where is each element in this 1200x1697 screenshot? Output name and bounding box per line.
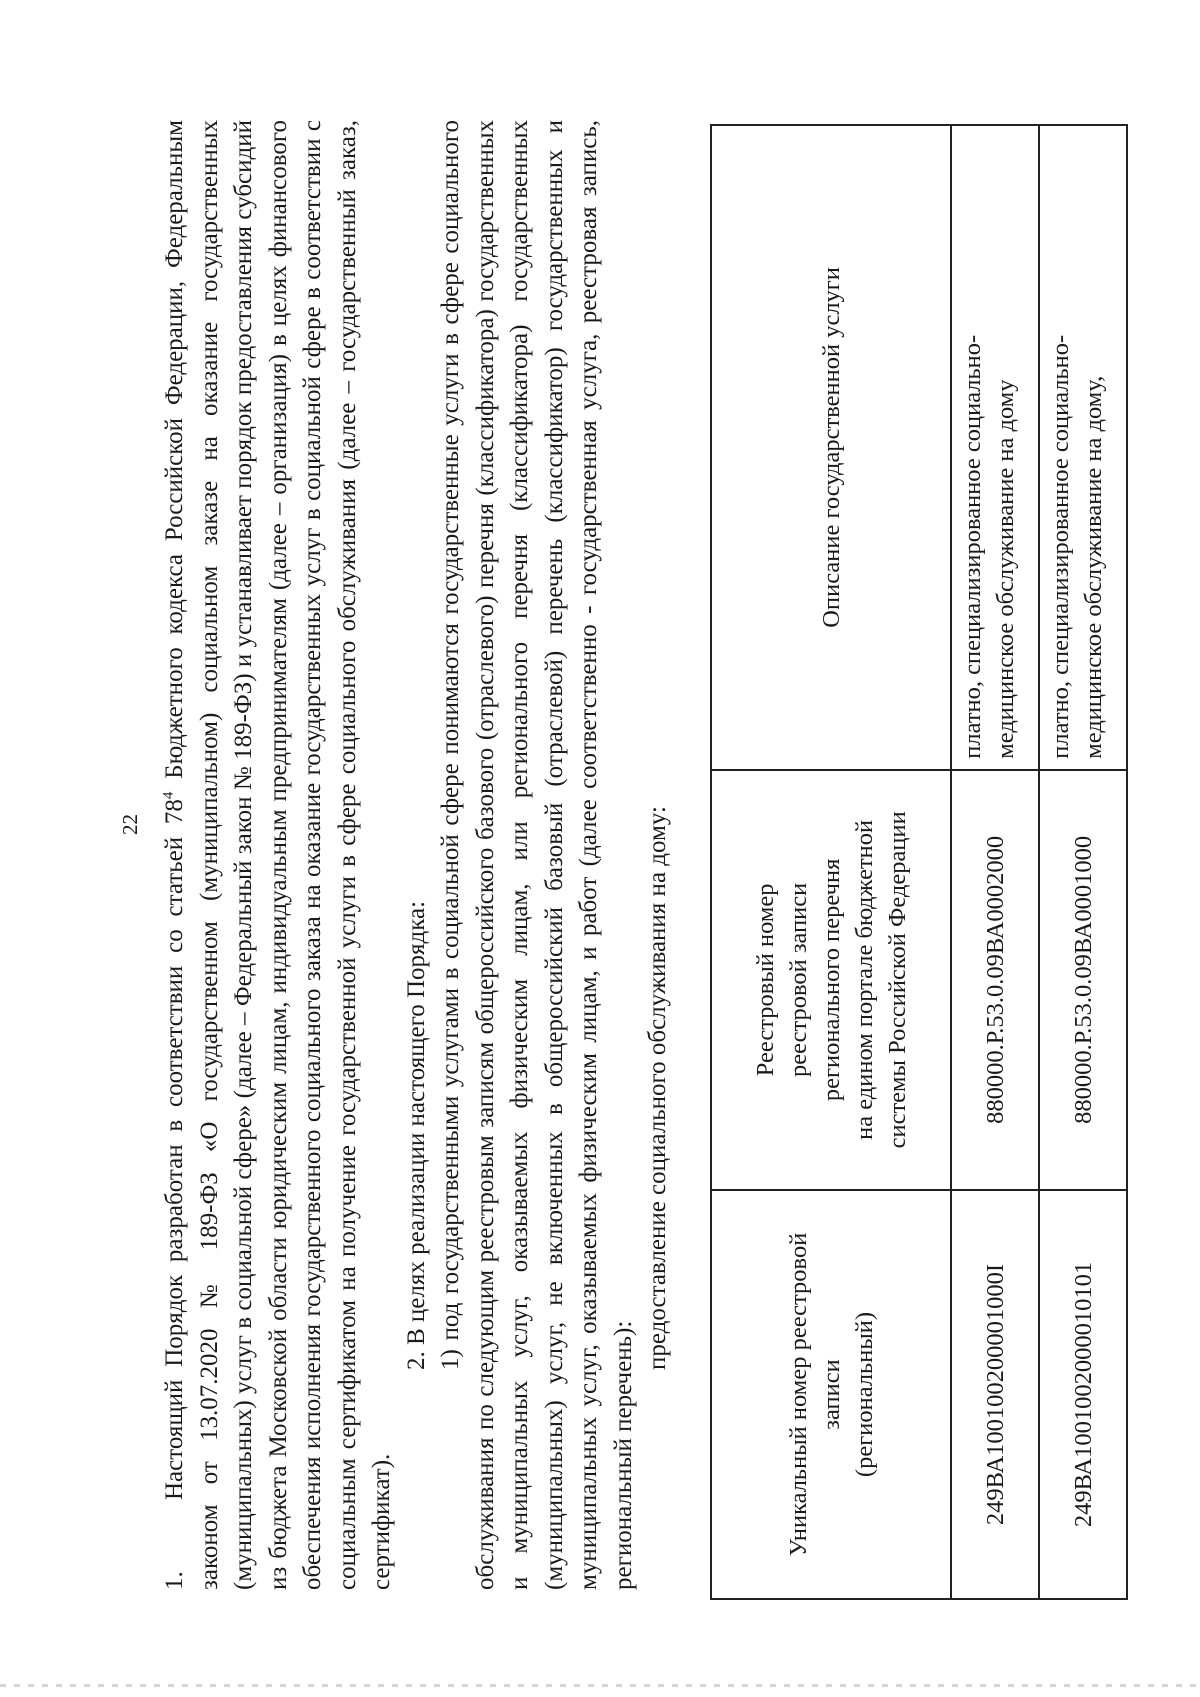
cell-registry-number: 880000.Р.53.0.09ВА0002000 <box>951 770 1039 1190</box>
paragraph-1-text-b: Бюджетного кодекса Российской Федерации, Федеральным законом от 13.07.2020 № 189-ФЗ «О государственном (муниципальном) социальном заказе на оказание государственных (муниципальных) услуг в социальной сфере» (далее – Федеральный закон № 189-ФЗ) и устанавливает порядок предоставления субсидий из бюджета Московской области юридическим лицам, индивидуальным предпринимателям (далее – организация) в целях финансового обеспечения исполнения государственного социального заказа на оказание государственных услуг в социальной сфере в соответствии с социальным сертификатом на получение государственной услуги в сфере социального обслуживания (далее – государственный заказ, сертификат). <box>161 120 395 1590</box>
paragraph-4: предоставление социального обслуживания на дому: <box>644 806 671 1370</box>
header-description: Описание государственной услуги <box>711 125 951 770</box>
scan-artifact-line <box>0 1684 1200 1687</box>
paragraph-1-number: 1. <box>161 1571 188 1590</box>
header-unique-number: Уникальный номер реестровой записи (региональный) <box>711 1190 951 1599</box>
cell-description: платно, специализированное социально- медицинское обслуживание на дому <box>951 125 1039 770</box>
cell-unique-number: 249ВА100100200001000I <box>951 1190 1039 1599</box>
table-row <box>1039 125 1127 1599</box>
paragraph-1 <box>158 120 400 1590</box>
paragraph-1-text-a: Настоящий Порядок разработан в соответствии со статьей 78 <box>161 799 188 1500</box>
article-superscript: 4 <box>160 791 177 800</box>
header-registry-number: Реестровый номер реестровой записи регионального перечня на едином портале бюджетной системы Российской Федерации <box>711 770 951 1190</box>
table-row <box>951 125 1039 1599</box>
paragraph-2: 2. В целях реализации настоящего Порядка: <box>402 900 430 1370</box>
table-header-row <box>711 125 951 1599</box>
registry-table <box>710 124 1128 1600</box>
cell-registry-number: 880000.Р.53.0.09ВА0001000 <box>1039 770 1127 1190</box>
cell-unique-number: 249ВА1001002000010101 <box>1039 1190 1127 1599</box>
cell-description: платно, специализированное социально- медицинское обслуживание на дому, <box>1039 125 1127 770</box>
rotated-page-content <box>120 50 1120 1610</box>
document-body <box>158 120 676 1590</box>
page-number: 22 <box>118 814 142 835</box>
paragraph-3: 1) под государственными услугами в социальной сфере понимаются государственные услуги в сфере социального обслуживания по следующим реестровым записям общероссийского базового (отраслевого) перечня (классификатора) государственных и муниципальных услуг, оказываемых физическим лицам, или регионального перечня (классификатора) государственных (муниципальных) услуг, не включенных в общероссийский базовый (отраслевой) перечень (классификатор) государственных и муниципальных услуг, оказываемых физическим лицам, и работ (далее соответственно - государственная услуга, реестровая запись, региональный перечень): <box>437 120 637 1590</box>
